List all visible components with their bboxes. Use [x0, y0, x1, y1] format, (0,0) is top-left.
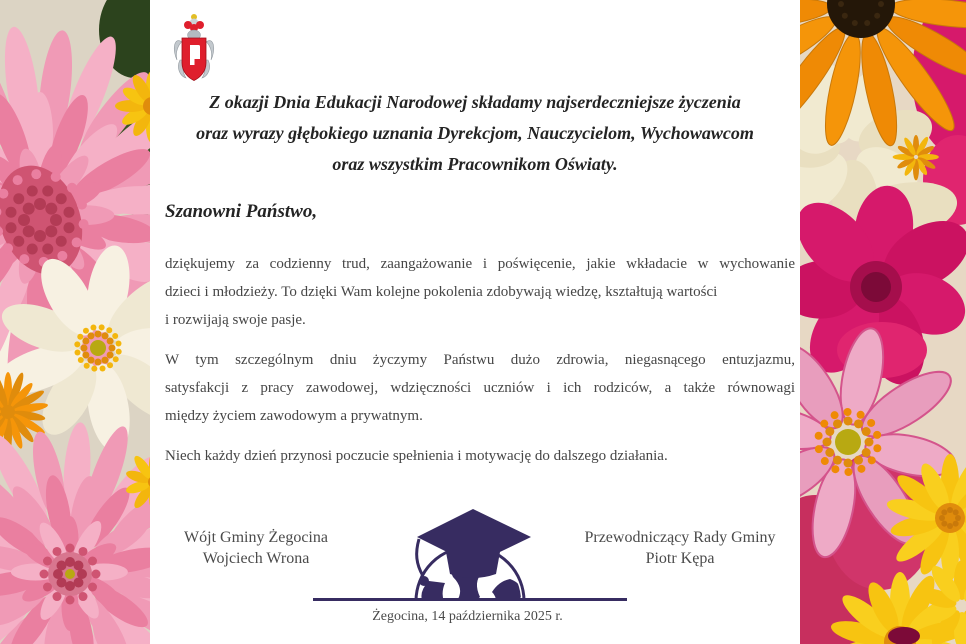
body-line: satysfakcji z pracy zawodowej, wdzięczności uczniów i ich rodziców, a także równowagi	[165, 380, 795, 396]
salutation: Szanowni Państwo,	[165, 201, 318, 222]
body-line: i rozwijają swoje pasje.	[165, 312, 306, 328]
signature-name: Piotr Kępa	[645, 550, 715, 567]
paragraph-3	[165, 442, 795, 470]
tassel	[417, 539, 423, 576]
body-line: między życiem zawodowym a prywatnym.	[165, 408, 423, 424]
left-floral-border	[0, 0, 150, 644]
graduation-cap-globe-icon	[313, 497, 643, 609]
heading-line: oraz wyrazy głębokiego uznania Dyrekcjom, Nauczycielom, Wychowawcom	[196, 123, 754, 143]
left-flowers-image	[0, 0, 150, 644]
right-flowers-image	[800, 0, 966, 644]
dateline: Żegocina, 14 października 2025 r.	[372, 609, 563, 624]
heading-line: Z okazji Dnia Edukacji Narodowej składamy najserdeczniejsze życzenia	[209, 92, 741, 112]
signature-line	[313, 598, 627, 601]
signature-name: Wojciech Wrona	[202, 550, 310, 567]
body-line: dziękujemy za codzienny trud, zaangażowanie i poświęcenie, jakie wkładacie w wychowanie	[165, 256, 795, 272]
body-line: Niech każdy dzień przynosi poczucie spełnienia i motywację do dalszego działania.	[165, 448, 668, 464]
body-line: W tym szczególnym dniu życzymy Państwu dużo zdrowia, niegasnącego entuzjazmu,	[165, 352, 795, 368]
body-line: dzieci i młodzieży. To dzięki Wam kolejne pokolenia zdobywają wiedzę, kształtują wartości	[165, 284, 718, 300]
paragraph-1	[165, 250, 795, 334]
paragraph-2	[165, 346, 795, 430]
letter-panel	[150, 0, 800, 644]
heading-line: oraz wszystkim Pracownikom Oświaty.	[332, 154, 618, 174]
signature-title: Wójt Gminy Żegocina	[184, 529, 328, 546]
greeting-heading	[150, 87, 800, 180]
coat-of-arms-icon	[172, 12, 216, 92]
signature-title: Przewodniczący Rady Gminy	[584, 529, 776, 546]
right-floral-border	[800, 0, 966, 644]
cap-skull	[446, 552, 500, 578]
